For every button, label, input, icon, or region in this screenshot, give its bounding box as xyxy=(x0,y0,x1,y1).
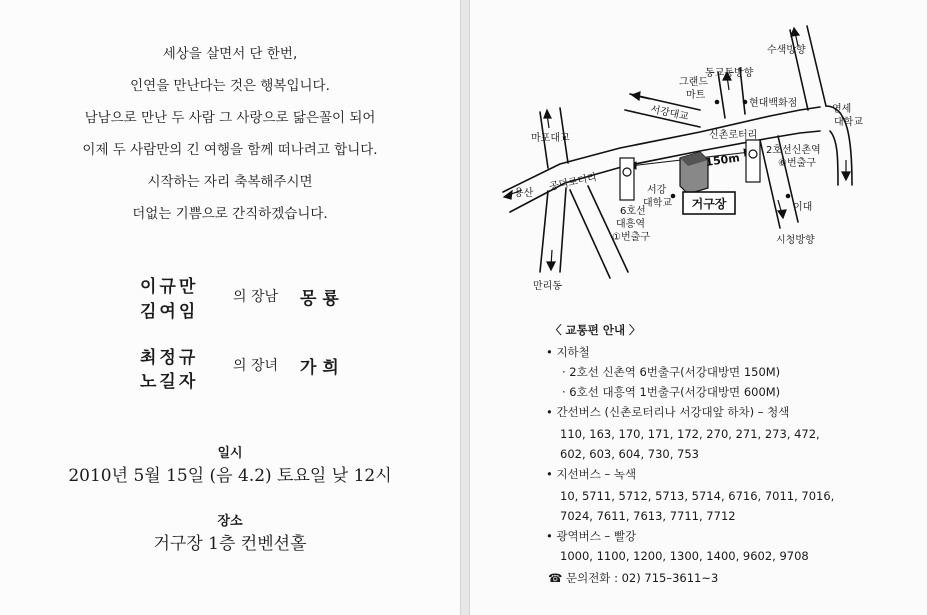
branch-bus-heading: • 지선버스 – 녹색 xyxy=(546,467,637,481)
venue-label: 장소 xyxy=(217,514,243,529)
venue-map-label: 거구장 xyxy=(691,197,727,211)
map-label-hyundai: 현대백화점 xyxy=(749,98,798,109)
subway-line: · 2호선 신촌역 6번출구(서강대방면 150M) xyxy=(562,365,781,379)
map-label-gongdeok: 공덕로터리 xyxy=(548,172,598,193)
map-label-dongyo: 동교동방향 xyxy=(705,68,754,79)
bride-father-name: 최정규 xyxy=(140,348,199,368)
map-distance-label: 150m xyxy=(704,151,741,169)
subway-heading: • 지하철 xyxy=(546,345,590,359)
bride-name: 가희 xyxy=(300,358,345,378)
map-label-yonsei-2: 대학교 xyxy=(834,117,863,128)
poem-line: 더없는 기쁨으로 간직하겠습니다. xyxy=(132,206,328,222)
mapo-arrowhead xyxy=(544,110,551,118)
poem-line: 세상을 살면서 단 한번, xyxy=(162,46,298,62)
cityhall-arrowhead xyxy=(778,210,786,218)
wide-bus-numbers: 1000, 1100, 1200, 1300, 1400, 9602, 9708 xyxy=(560,549,809,563)
map-label-suseok: 수색방향 xyxy=(767,45,806,56)
map-label-line6: 6호선 xyxy=(620,206,646,217)
map-label-mapo-bridge: 마포대교 xyxy=(531,133,570,144)
line2-exit-box xyxy=(746,140,760,182)
map-label-line2: 2호선신촌역 xyxy=(766,145,821,156)
trunk-bus-numbers: 110, 163, 170, 171, 172, 270, 271, 273, 472, xyxy=(560,427,820,441)
yonsei-arrowhead xyxy=(842,172,850,180)
line6-exit-box xyxy=(620,158,634,200)
trunk-bus-numbers: 602, 603, 604, 730, 753 xyxy=(560,447,699,461)
malli-arrowhead xyxy=(547,262,555,270)
malli-road-left xyxy=(540,191,548,272)
bride-mother-name: 노길자 xyxy=(140,372,199,392)
malli-road-right xyxy=(560,188,566,272)
map-label-grand: 그랜드 xyxy=(679,77,708,88)
map-label-line6-station: 대흥역 xyxy=(616,219,645,230)
map-label-sogang: 서강 xyxy=(647,185,667,196)
map-label-line2-exit: ⑥번출구 xyxy=(778,158,816,169)
poem-line: 인연을 만난다는 것은 행복입니다. xyxy=(130,78,330,94)
groom-relation: 의 장남 xyxy=(233,289,279,305)
map-label-yonsei: 연세 xyxy=(832,104,852,115)
subway-line: · 6호선 대흥역 1번출구(서강대방면 600M) xyxy=(562,385,781,399)
map-label-mart: 마트 xyxy=(686,90,706,101)
ewha-dot xyxy=(786,194,791,199)
suseok-arrowhead xyxy=(791,28,799,36)
bride-relation: 의 장녀 xyxy=(233,358,279,374)
seogang-arrowhead xyxy=(632,92,640,100)
map-label-sinchon-rotary: 신촌로터리 xyxy=(709,130,758,141)
map-label-sogang-2: 대학교 xyxy=(643,198,672,209)
trunk-bus-heading: • 간선버스 (신촌로터리나 서강대앞 하차) – 청색 xyxy=(546,405,790,419)
grand-mart-dot xyxy=(715,100,720,105)
map-label-seogang-bridge: 서강대교 xyxy=(649,104,690,123)
map-label-yongsan: 용산 xyxy=(514,188,534,199)
date-value: 2010년 5월 15일 (음 4.2) 토요일 낮 12시 xyxy=(68,466,392,486)
yonsei-road-inner xyxy=(830,131,838,185)
poem-line: 시작하는 자리 축복해주시면 xyxy=(147,174,313,190)
poem-line: 남남으로 만난 두 사람 그 사랑으로 닮은꼴이 되어 xyxy=(84,110,376,126)
transport-title: 〈 교통편 안내 〉 xyxy=(550,323,641,337)
groom-father-name: 이규만 xyxy=(140,277,199,297)
map-label-cityhall: 시청방향 xyxy=(776,235,815,246)
map-label-malli: 만리동 xyxy=(533,281,562,292)
venue-value: 거구장 1층 컨벤션홀 xyxy=(153,534,307,554)
branch-bus-numbers: 7024, 7611, 7613, 7711, 7712 xyxy=(560,509,736,523)
wide-bus-heading: • 광역버스 – 빨강 xyxy=(546,529,637,543)
groom-name: 몽룡 xyxy=(300,289,345,309)
gongdeok-se-road-left xyxy=(570,190,610,278)
branch-bus-numbers: 10, 5711, 5712, 5713, 5714, 6716, 7011, 7016, xyxy=(560,489,835,503)
groom-mother-name: 김여임 xyxy=(140,302,199,322)
yongsan-arrowhead xyxy=(504,191,512,199)
line2-exit-mark xyxy=(749,150,757,158)
line6-exit-mark xyxy=(623,168,631,176)
contact-phone: ☎ 문의전화 : 02) 715–3611~3 xyxy=(548,571,719,585)
hyundai-dot xyxy=(743,100,748,105)
map-label-ewha: 이대 xyxy=(793,202,813,213)
map-label-line6-exit: ①번출구 xyxy=(612,232,650,243)
poem-line: 이제 두 사람만의 긴 여행을 함께 떠나려고 합니다. xyxy=(82,142,378,158)
suseok-road-right xyxy=(807,26,826,106)
date-label: 일시 xyxy=(217,446,243,461)
